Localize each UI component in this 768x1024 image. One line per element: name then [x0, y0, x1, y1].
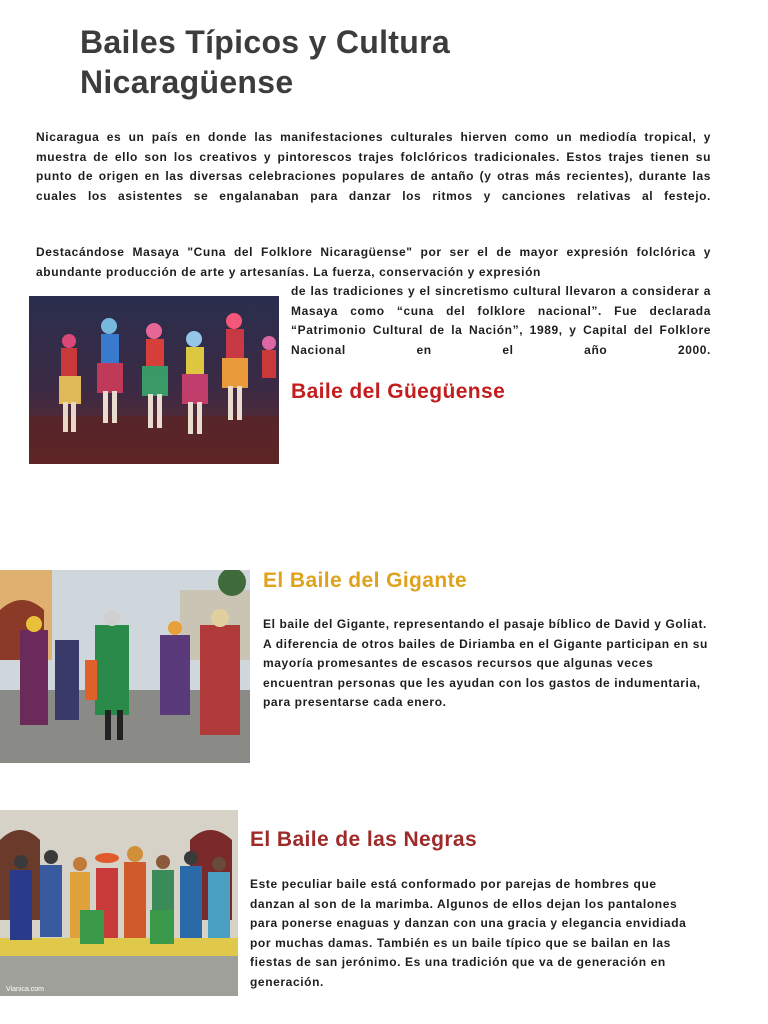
page-title: Bailes Típicos y Cultura Nicaragüense: [80, 24, 450, 100]
intro-paragraph-1: Nicaragua es un país en donde las manifestaciones culturales hierven como un mediodía tropical, y muestra de ello son los creativos y pintorescos trajes folclóricos tradicionales. Estos trajes tienen su punto de origen en las diversas celebraciones populares de antaño (y otras más recientes), durante las cuales los asistentes se engalanaban para danzar los ritmos y canciones relativas al festejo.: [36, 130, 711, 203]
section-heading-gueguense: Baile del Güegüense: [291, 380, 506, 403]
section-text-gigante: El baile del Gigante, representando el pasaje bíblico de David y Goliat. A diferencia de otros bailes de Diriamba en el Gigante participan en su mayoría promesantes de escasos recursos que algunas veces encuentran personas que les ayudan con los gastos de indumentaria, para presentarse cada enero.: [263, 617, 708, 709]
negras-group-photo: [0, 810, 238, 996]
gigante-procession-photo: [0, 570, 250, 763]
intro-paragraph-2-top: Destacándose Masaya "Cuna del Folklore Nicaragüense" por ser el de mayor expresión folclórica y abundante producción de arte y artesanías. La fuerza, conservación y expresión: [36, 245, 711, 279]
photo-watermark: Vianica.com: [6, 986, 45, 993]
section-heading-negras: El Baile de las Negras: [250, 828, 478, 851]
gueguense-dancers-photo: [29, 296, 279, 464]
section-heading-gigante: El Baile del Gigante: [263, 569, 468, 592]
intro-paragraph-2-bottom: de las tradiciones y el sincretismo cultural llevaron a considerar a Masaya como “cuna del folklore nacional”. Fue declarada “Patrimonio Cultural de la Nación”, 1989, y Capital del Folklore Nacional en el año 2000.: [291, 284, 711, 357]
section-text-negras: Este peculiar baile está conformado por parejas de hombres que danzan al son de la marimba. Algunos de ellos dejan los pantalones para ponerse enaguas y danzan con una gracia y elegancia envidiada por muchas damas. También es un baile típico que se bailan en las fiestas de san jerónimo. Es una tradición que va de generación en generación.: [250, 877, 687, 989]
